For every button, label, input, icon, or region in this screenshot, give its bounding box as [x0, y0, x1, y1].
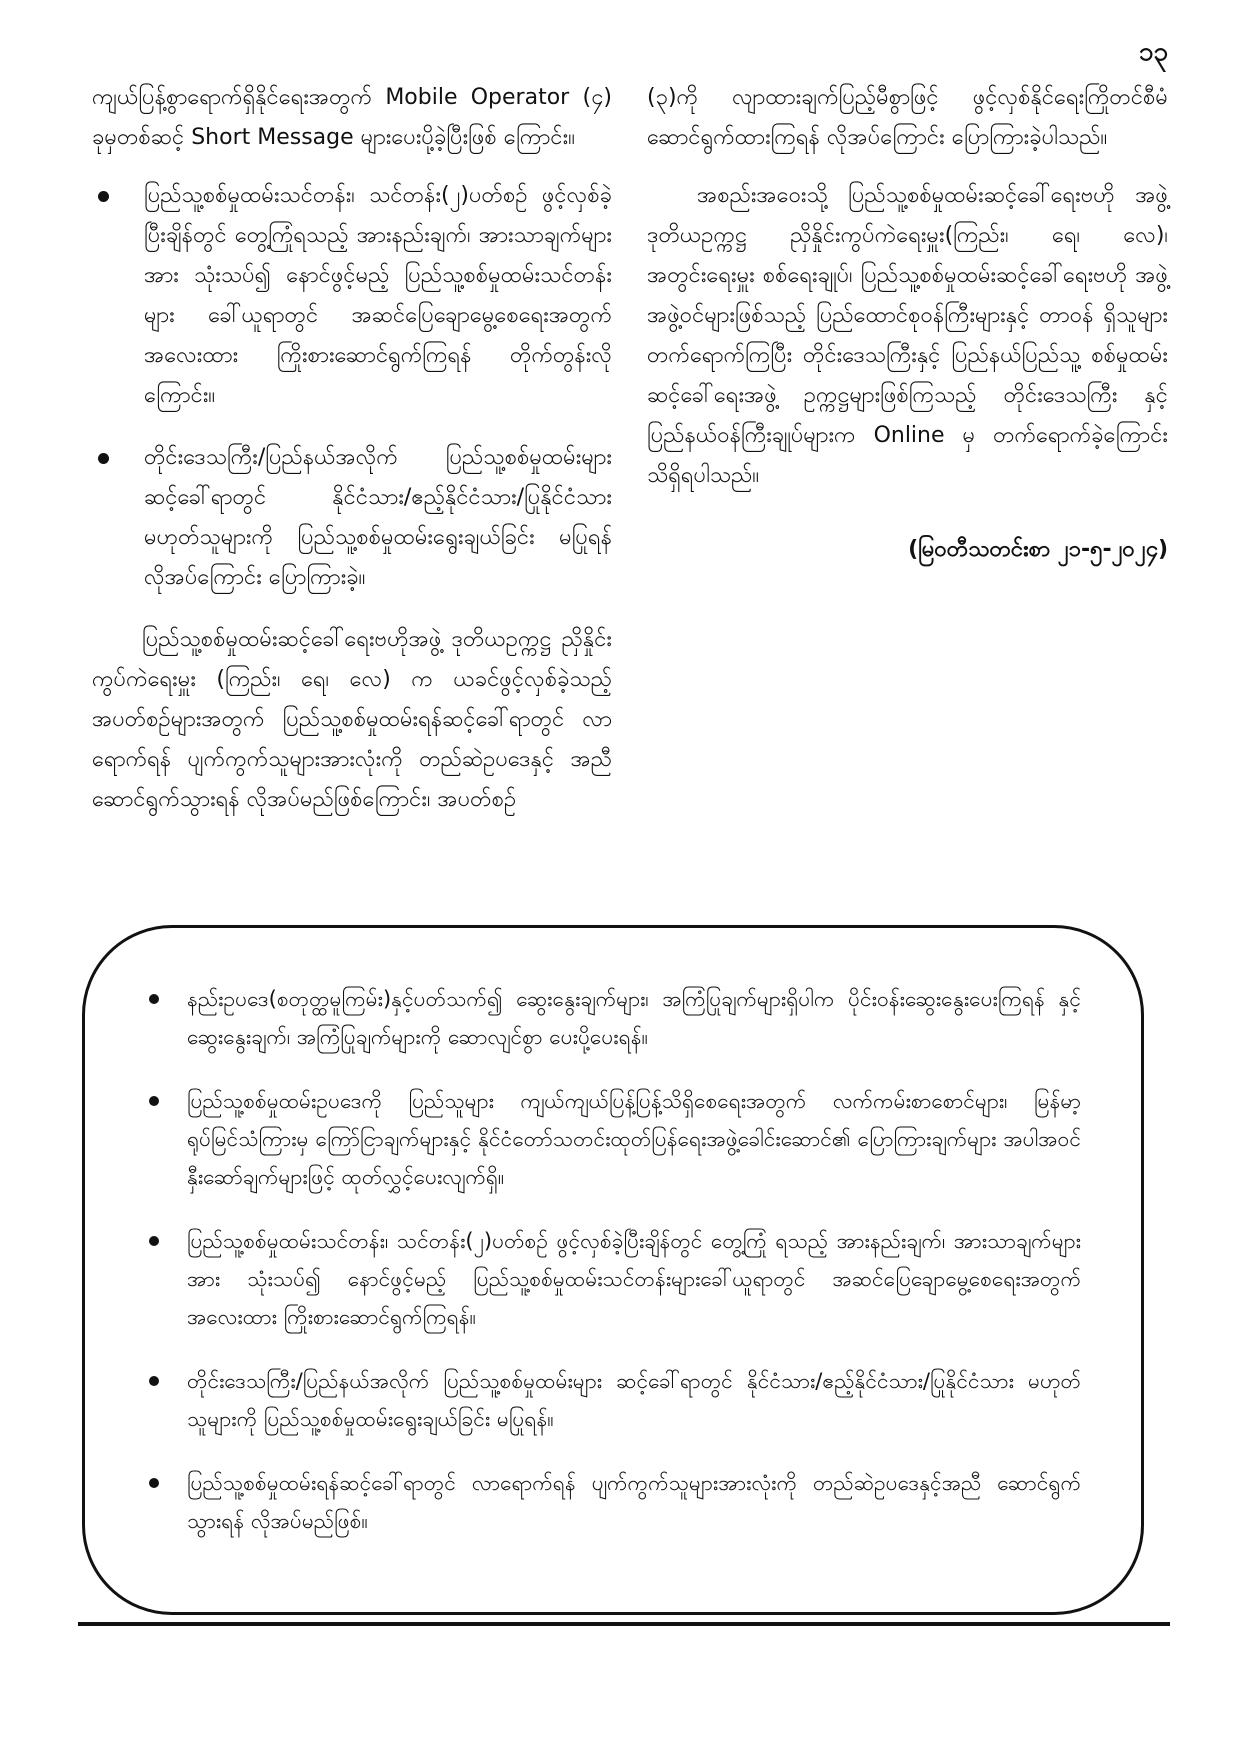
summary-box: [82, 925, 1144, 1615]
bullet-icon: [149, 1376, 159, 1386]
left-column: [92, 78, 612, 838]
list-item: [145, 980, 1081, 1056]
page-number: ၁၃: [1138, 37, 1168, 67]
summary-text: ပြည်သူ့စစ်မှုထမ်းဥပဒေကို ပြည်သူများ ကျယ်ကျယ်ပြန့်ပြန့်သိရှိစေရေးအတွက် လက်ကမ်းစာစောင်များ၊ မြန်မာ့ ရုပ်မြင်သံကြားမှ ကြော်ငြာချက်များနှင့် နိုင်ငံတော်သတင်းထုတ်ပြန်ရေးအဖွဲ့ခေါင်းဆောင်၏ ပြောကြားချက်များ အပါအဝင် နှီးဆော်ချက်များဖြင့် ထုတ်လွှင့်ပေးလျက်ရှိ။: [187, 1089, 1081, 1189]
left-bullet-list: [92, 176, 612, 598]
right-continuation: (၃)ကို လျာထားချက်ပြည့်မီစွာဖြင့် ဖွင့်လှစ်နိုင်ရေးကြိုတင်စီမံ ဆောင်ရွက်ထားကြရန် လိုအပ်ကြောင်း ပြောကြားခဲ့ပါသည်။: [647, 85, 1168, 150]
bullet-icon: [98, 453, 109, 464]
right-column: [647, 78, 1168, 588]
attendance-paragraph: အစည်းအဝေးသို့ ပြည်သူ့စစ်မှုထမ်းဆင့်ခေါ်ရေးဗဟို အဖွဲ့ ဒုတိယဥက္ကဋ္ဌ ညှိနှိုင်းကွပ်ကဲရေးမှူး(ကြည်း၊ ရေ၊ လေ)၊ အတွင်းရေးမှူး စစ်ရေးချုပ်၊ ပြည်သူ့စစ်မှုထမ်းဆင့်ခေါ်ရေးဗဟို အဖွဲ့ အဖွဲ့ဝင်များဖြစ်သည့် ပြည်ထောင်စုဝန်ကြီးများနှင့် တာဝန် ရှိသူများ တက်ရောက်ကြပြီး တိုင်းဒေသကြီးနှင့် ပြည်နယ်ပြည်သူ့ စစ်မှုထမ်းဆင့်ခေါ်ရေးအဖွဲ့ ဥက္ကဋ္ဌများဖြစ်ကြသည့် တိုင်းဒေသကြီး နှင့် ပြည်နယ်ဝန်ကြီးချုပ်များက Online မှ တက်ရောက်ခဲ့ကြောင်း သိရှိရပါသည်။: [647, 183, 1168, 488]
summary-text: ပြည်သူ့စစ်မှုထမ်းသင်တန်း၊ သင်တန်း(၂)ပတ်စဉ် ဖွင့်လှစ်ခဲ့ပြီးချိန်တွင် တွေ့ကြုံ ရသည့် အားနည်းချက်၊ အားသာချက်များအား သုံးသပ်၍ နောင်ဖွင့်မည့် ပြည်သူ့စစ်မှုထမ်းသင်တန်းများခေါ်ယူရာတွင် အဆင်ပြေချောမွေ့စေရေးအတွက် အလေးထား ကြိုးစားဆောင်ရွက်ကြရန်။: [187, 1229, 1081, 1329]
footer-divider: [78, 1622, 1170, 1626]
list-item: [145, 1362, 1081, 1438]
bullet-icon: [149, 1236, 159, 1246]
bullet-icon: [149, 1096, 159, 1106]
bullet-icon: [98, 191, 109, 202]
list-item: [145, 1222, 1081, 1336]
bullet-text: ပြည်သူ့စစ်မှုထမ်းသင်တန်း၊ သင်တန်း(၂)ပတ်စဉ် ဖွင့်လှစ်ခဲ့ ပြီးချိန်တွင် တွေ့ကြုံရသည့် အားနည်းချက်၊ အားသာချက်များအား သုံးသပ်၍ နောင်ဖွင့်မည့် ပြည်သူ့စစ်မှုထမ်းသင်တန်းများ ခေါ်ယူရာတွင် အဆင်ပြေချောမွေ့စေရေးအတွက် အလေးထား ကြိုးစားဆောင်ရွက်ကြရန် တိုက်တွန်းလိုကြောင်း။: [144, 183, 612, 408]
list-item: [145, 1464, 1081, 1540]
bullet-text: တိုင်းဒေသကြီး/ပြည်နယ်အလိုက် ပြည်သူ့စစ်မှုထမ်းများ ဆင့်ခေါ်ရာတွင် နိုင်ငံသား/ဧည့်နိုင်ငံသား/ပြုနိုင်ငံသား မဟုတ်သူများကို ပြည်သူ့စစ်မှုထမ်းရွေးချယ်ခြင်း မပြုရန် လိုအပ်ကြောင်း ပြောကြားခဲ့။: [144, 445, 612, 590]
intro-continuation: ကျယ်ပြန့်စွာရောက်ရှိနိုင်ရေးအတွက် Mobile Operator (၄) ခုမှတစ်ဆင့် Short Message များပေးပို့ခဲ့ပြီးဖြစ် ကြောင်း။: [92, 85, 612, 150]
summary-text: တိုင်းဒေသကြီး/ပြည်နယ်အလိုက် ပြည်သူ့စစ်မှုထမ်းများ ဆင့်ခေါ်ရာတွင် နိုင်ငံသား/ဧည့်နိုင်ငံသား/ပြုနိုင်ငံသား မဟုတ်သူများကို ပြည်သူ့စစ်မှုထမ်းရွေးချယ်ခြင်း မပြုရန်။: [187, 1369, 1081, 1431]
list-item: [145, 1082, 1081, 1196]
article-columns: [92, 78, 1168, 908]
list-item: [92, 438, 612, 598]
summary-text: ပြည်သူ့စစ်မှုထမ်းရန်ဆင့်ခေါ်ရာတွင် လာရောက်ရန် ပျက်ကွက်သူများအားလုံးကို တည်ဆဲဥပဒေနှင့်အညီ ဆောင်ရွက် သွားရန် လိုအပ်မည်ဖြစ်။: [187, 1471, 1081, 1533]
list-item: [92, 176, 612, 416]
news-source: (မြဝတီသတင်းစာ ၂၁-၅-၂၀၂၄): [908, 537, 1168, 562]
closing-paragraph: ပြည်သူ့စစ်မှုထမ်းဆင့်ခေါ်ရေးဗဟိုအဖွဲ့ ဒုတိယဥက္ကဋ္ဌ ညှိနှိုင်းကွပ်ကဲရေးမှူး (ကြည်း၊ ရေ၊ လေ) က ယခင်ဖွင့်လှစ်ခဲ့သည့် အပတ်စဉ်များအတွက် ပြည်သူ့စစ်မှုထမ်းရန်ဆင့်ခေါ်ရာတွင် လာရောက်ရန် ပျက်ကွက်သူများအားလုံးကို တည်ဆဲဥပဒေနှင့် အညီ ဆောင်ရွက်သွားရန် လိုအပ်မည်ဖြစ်ကြောင်း၊ အပတ်စဉ်: [92, 627, 612, 812]
summary-list: [145, 980, 1081, 1540]
bullet-icon: [149, 1478, 159, 1488]
summary-text: နည်းဥပဒေ(စတုတ္ထမူကြမ်း)နှင့်ပတ်သက်၍ ဆွေးနွေးချက်များ၊ အကြံပြုချက်များရှိပါက ပိုင်းဝန်းဆွေးနွေးပေးကြရန် နှင့် ဆွေးနွေးချက်၊ အကြံပြုချက်များကို ဆောလျင်စွာ ပေးပို့ပေးရန်။: [187, 987, 1081, 1049]
bullet-icon: [149, 994, 159, 1004]
